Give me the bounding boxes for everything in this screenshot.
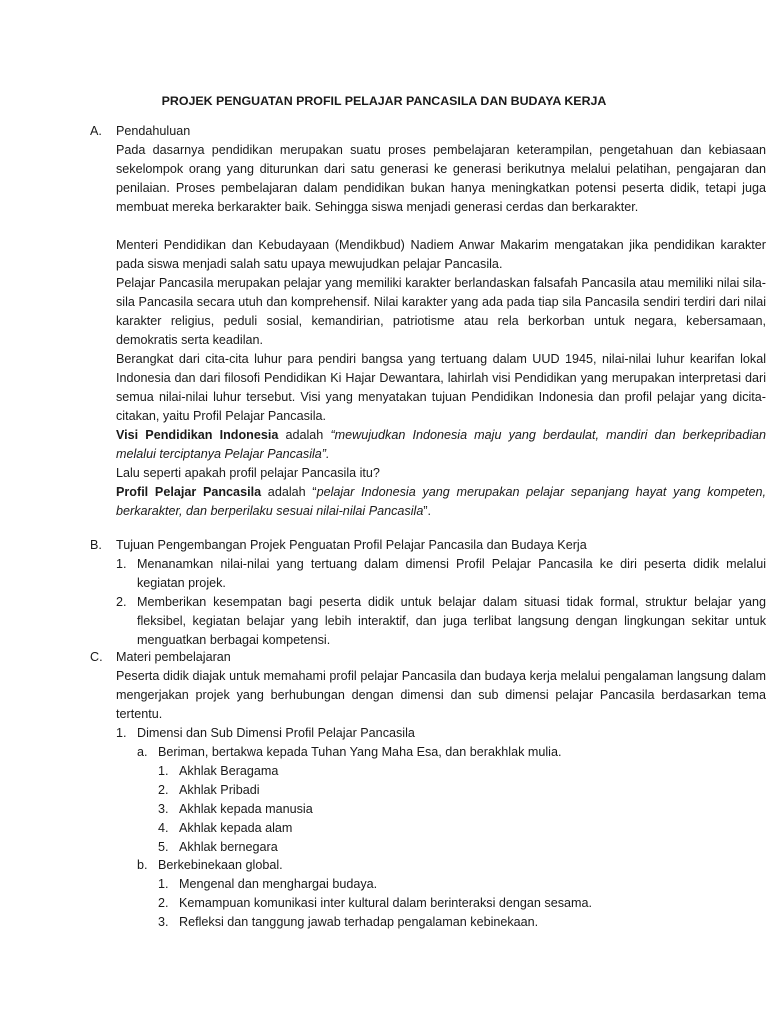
dimensi-a-letter: a. (137, 745, 148, 759)
list-item (116, 593, 766, 650)
list-item-number: 4. (158, 821, 169, 835)
list-item-text: Akhlak kepada manusia (179, 802, 313, 816)
list-item (158, 781, 658, 800)
dimensi-number: 1. (116, 726, 127, 740)
visi-connector: adalah (278, 428, 331, 442)
list-item-text: Kemampuan komunikasi inter kultural dalam berinteraksi dengan sesama. (179, 896, 593, 910)
list-item-number: 3. (158, 915, 169, 929)
profil-connector: adalah “ (261, 485, 317, 499)
section-c-intro: Peserta didik diajak untuk memahami profil pelajar Pancasila dan budaya kerja melalui pengalaman langsung dalam mengerjakan projek yang berhubungan dengan dimensi dan sub dimensi pelajar Pancasila berdasarkan tema tertentu. (116, 669, 766, 721)
paragraph-2: Menteri Pendidikan dan Kebudayaan (Mendikbud) Nadiem Anwar Makarim mengatakan jika pendidikan karakter pada siswa menjadi salah satu upaya mewujudkan pelajar Pancasila. (116, 238, 766, 271)
list-item (158, 838, 658, 857)
list-item (158, 913, 698, 932)
dimensi-b-text: Berkebinekaan global. (158, 858, 283, 872)
dimensi-a-list (158, 762, 658, 857)
dimensi-b-letter: b. (137, 858, 148, 872)
visi-term: Visi Pendidikan Indonesia (116, 428, 279, 442)
paragraph-3: Pelajar Pancasila merupakan pelajar yang memiliki karakter berlandaskan falsafah Pancasila atau memiliki nilai sila-sila Pancasila secara utuh dan komprehensif. Nilai karakter yang ada pada tiap sila Pancasila sendiri terdiri dari nilai karakter religius, peduli sosial, kemandirian, patriotisme atau rela berkorban untuk negara, kebersamaan, demokratis serta keadilan. (116, 276, 766, 347)
section-c-letter: C. (90, 650, 103, 664)
dimensi-b-list (158, 875, 698, 932)
section-b-heading: Tujuan Pengembangan Projek Penguatan Profil Pelajar Pancasila dan Budaya Kerja (116, 538, 587, 552)
list-item-text: Akhlak bernegara (179, 840, 278, 854)
list-item (158, 894, 698, 913)
list-item (116, 555, 766, 593)
tujuan-list (116, 555, 766, 650)
profil-term: Profil Pelajar Pancasila (116, 485, 262, 499)
list-item-number: 5. (158, 840, 169, 854)
section-a-heading: Pendahuluan (116, 124, 191, 138)
section-b-letter: B. (90, 538, 102, 552)
list-item (158, 819, 658, 838)
list-item-text: Refleksi dan tanggung jawab terhadap pengalaman kebinekaan. (179, 915, 539, 929)
list-item-text: Menanamkan nilai-nilai yang tertuang dalam dimensi Profil Pelajar Pancasila ke diri peserta didik melalui kegiatan projek. (137, 557, 766, 590)
list-item-number: 2. (116, 594, 127, 609)
paragraph-4: Berangkat dari cita-cita luhur para pendiri bangsa yang tertuang dalam UUD 1945, nilai-nilai luhur kearifan lokal Indonesia dan dari filosofi Pendidikan Ki Hajar Dewantara, lahirlah visi Pendidikan yang merupakan interpretasi dari semua nilai-nilai luhur tersebut. Visi yang menyatakan tujuan Pendidikan Indonesia dan profil pelajar yang dicita-citakan, yaitu Profil Pelajar Pancasila. (116, 352, 766, 423)
list-item-number: 3. (158, 802, 169, 816)
list-item-text: Akhlak Beragama (179, 764, 279, 778)
list-item-number: 1. (158, 764, 169, 778)
list-item (158, 875, 698, 894)
list-item-number: 1. (158, 877, 169, 891)
list-item (158, 762, 658, 781)
list-item-number: 2. (158, 783, 169, 797)
list-item (158, 800, 658, 819)
paragraph-1: Pada dasarnya pendidikan merupakan suatu proses pembelajaran keterampilan, pengetahuan dan kebiasaan sekelompok orang yang diturunkan dari satu generasi ke generasi berikutnya melalui pelatihan, pengajaran dan penilaian. Proses pembelajaran dalam pendidikan bukan hanya meningkatkan potensi peserta didik, tetapi juga membuat mereka berkarakter baik. Sehingga siswa menjadi generasi cerdas dan berkarakter. (116, 143, 766, 214)
dimensi-a-text: Beriman, bertakwa kepada Tuhan Yang Maha Esa, dan berakhlak mulia. (158, 745, 562, 759)
section-a-letter: A. (90, 124, 102, 138)
visi-paragraph (116, 426, 766, 464)
list-item-text: Memberikan kesempatan bagi peserta didik untuk belajar dalam situasi tidak formal, struktur belajar yang fleksibel, kegiatan belajar yang lebih interaktif, dan juga terlibat langsung dengan lingkungan sekitar untuk menguatkan berbagai kompetensi. (137, 594, 766, 647)
list-item-text: Akhlak Pribadi (179, 783, 260, 797)
list-item-text: Mengenal dan menghargai budaya. (179, 877, 378, 891)
list-item-number: 2. (158, 896, 169, 910)
visi-quote: “mewujudkan Indonesia maju yang berdaulat, mandiri dan berkepribadian melalui terciptanya Pelajar Pancasila”. (116, 428, 767, 461)
list-item-text: Akhlak kepada alam (179, 821, 293, 835)
section-c-heading: Materi pembelajaran (116, 650, 231, 664)
profil-paragraph (116, 483, 766, 521)
question-line: Lalu seperti apakah profil pelajar Pancasila itu? (116, 466, 380, 480)
profil-quote: pelajar Indonesia yang merupakan pelajar sepanjang hayat yang kompeten, berkarakter, dan berperilaku sesuai nilai-nilai Pancasila (116, 485, 766, 518)
document-title: PROJEK PENGUATAN PROFIL PELAJAR PANCASILA DAN BUDAYA KERJA (161, 94, 607, 108)
profil-end: ”. (423, 503, 432, 518)
dimensi-heading: Dimensi dan Sub Dimensi Profil Pelajar Pancasila (137, 726, 415, 740)
list-item-number: 1. (116, 557, 127, 571)
